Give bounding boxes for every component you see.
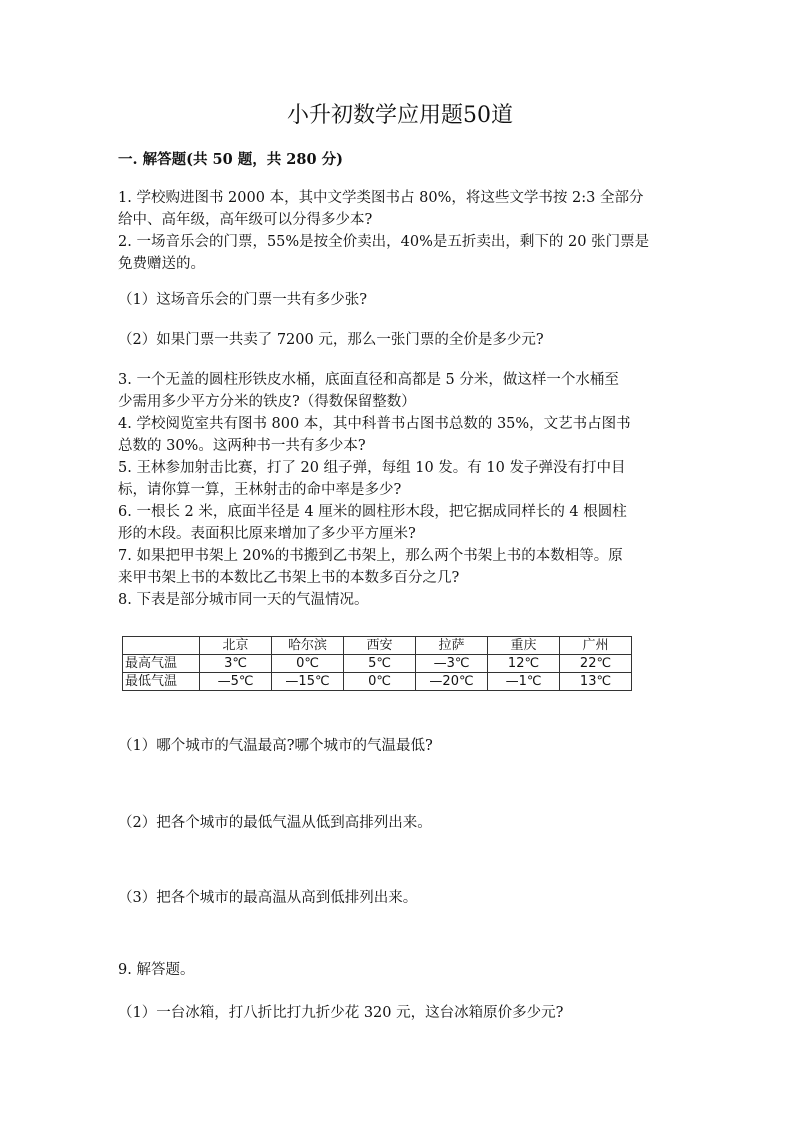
table-cell: —20℃: [416, 673, 488, 691]
table-cell: 最低气温: [123, 673, 200, 691]
question-2-sub-2: （2）如果门票一共卖了 7200 元，那么一张门票的全价是多少元?: [118, 332, 544, 348]
question-9-sub-1: （1）一台冰箱，打八折比打九折少花 320 元，这台冰箱原价多少元?: [118, 1005, 564, 1021]
section-heading: 一. 解答题(共 50 题，共 280 分): [118, 151, 343, 168]
line: 6. 一根长 2 米，底面半径是 4 厘米的圆柱形木段，把它据成同样长的 4 根圆柱: [118, 504, 627, 520]
table-cell: —3℃: [416, 655, 488, 673]
question-3: [118, 369, 619, 413]
table-row: [123, 673, 632, 691]
table-cell: —1℃: [488, 673, 560, 691]
question-9: 9. 解答题。: [118, 962, 195, 978]
table-cell: 哈尔滨: [272, 637, 344, 655]
question-4: [118, 413, 631, 457]
line: 4. 学校阅览室共有图书 800 本，其中科普书占图书总数的 35%，文艺书占图书: [118, 416, 631, 432]
table-cell: 重庆: [488, 637, 560, 655]
line: 总数的 30%。这两种书一共有多少本?: [118, 438, 366, 454]
table-row: [123, 655, 632, 673]
question-2: [118, 231, 649, 275]
question-8: 8. 下表是部分城市同一天的气温情况。: [118, 592, 369, 608]
table-cell: 0℃: [272, 655, 344, 673]
question-6: [118, 501, 627, 545]
line: 少需用多少平方分米的铁皮?（得数保留整数）: [118, 394, 416, 410]
line: 5. 王林参加射击比赛，打了 20 组子弹，每组 10 发。有 10 发子弹没有打中目: [118, 460, 626, 476]
temperature-table: [122, 636, 632, 691]
table-cell: 12℃: [488, 655, 560, 673]
table-cell: —15℃: [272, 673, 344, 691]
page-title: 小升初数学应用题50道: [287, 103, 513, 128]
question-7: [118, 545, 623, 589]
table-cell: 3℃: [200, 655, 272, 673]
question-8-sub-1: （1）哪个城市的气温最高?哪个城市的气温最低?: [118, 738, 433, 754]
table-cell: 0℃: [344, 673, 416, 691]
question-5: [118, 457, 625, 501]
table-cell: 5℃: [344, 655, 416, 673]
line: 3. 一个无盖的圆柱形铁皮水桶，底面直径和高都是 5 分米，做这样一个水桶至: [118, 372, 619, 388]
table-cell: 最高气温: [123, 655, 200, 673]
question-1: [118, 187, 643, 231]
table-header-row: [123, 637, 632, 655]
question-2-sub-1: （1）这场音乐会的门票一共有多少张?: [118, 292, 367, 308]
line: 7. 如果把甲书架上 20%的书搬到乙书架上，那么两个书架上书的本数相等。原: [118, 548, 623, 564]
table-cell: 拉萨: [416, 637, 488, 655]
table-cell: —5℃: [200, 673, 272, 691]
table-cell: 13℃: [560, 673, 632, 691]
table-cell: 北京: [200, 637, 272, 655]
line: 来甲书架上书的本数比乙书架上书的本数多百分之几?: [118, 570, 460, 586]
question-8-sub-2: （2）把各个城市的最低气温从低到高排列出来。: [118, 815, 432, 831]
table-cell: 广州: [560, 637, 632, 655]
line: 标，请你算一算，王林射击的命中率是多少?: [118, 482, 402, 498]
question-8-sub-3: （3）把各个城市的最高温从高到低排列出来。: [118, 890, 418, 906]
line: 免费赠送的。: [118, 256, 205, 272]
line: 2. 一场音乐会的门票，55%是按全价卖出，40%是五折卖出，剩下的 20 张门票是: [118, 234, 650, 250]
table-cell: 西安: [344, 637, 416, 655]
line: 给中、高年级，高年级可以分得多少本?: [118, 212, 373, 228]
line: 1. 学校购进图书 2000 本，其中文学类图书占 80%，将这些文学书按 2:3 全部分: [118, 190, 644, 206]
table-cell: 22℃: [560, 655, 632, 673]
line: 形的木段。表面积比原来增加了多少平方厘米?: [118, 526, 416, 542]
table-cell: [123, 637, 200, 655]
